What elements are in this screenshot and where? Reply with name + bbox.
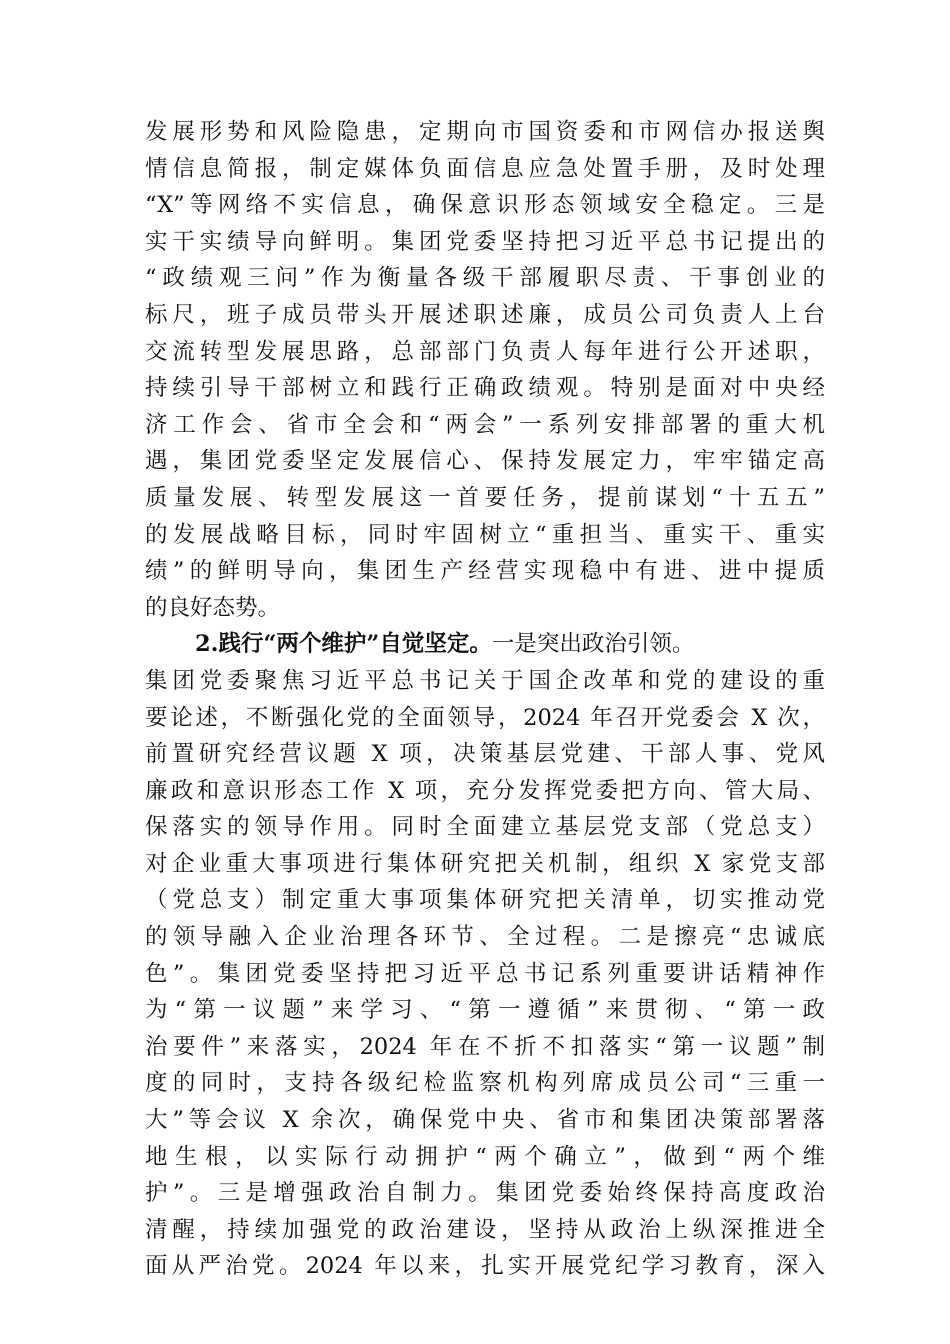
text-line: （党总支）制定重大事项集体研究把关清单，切实推动党 [145, 887, 825, 914]
text-line: 色”。集团党委坚持把习近平总书记系列重要讲话精神作 [145, 960, 825, 987]
text-line: 面从严治党。2024 年以来，扎实开展党纪学习教育，深入 [145, 1253, 825, 1280]
paragraph-2 [145, 626, 825, 1285]
text-line: 地生根，以实际行动拥护“两个确立”，做到“两个维 [145, 1143, 825, 1170]
text-line: 交流转型发展思路，总部部门负责人每年进行公开述职， [145, 338, 825, 365]
text-line: “政绩观三问”作为衡量各级干部履职尽责、干事创业的 [145, 265, 825, 292]
text-line: 的发展战略目标，同时牢固树立“重担当、重实干、重实 [145, 521, 825, 548]
document-page [145, 114, 825, 1285]
text-line: 对企业重大事项进行集体研究把关机制，组织 X 家党支部 [145, 850, 825, 877]
section-heading: 2.践行“两个维护”自觉坚定。 [195, 631, 492, 658]
text-line: 保落实的领导作用。同时全面建立基层党支部（党总支） [145, 814, 825, 841]
text-line: 度的同时，支持各级纪检监察机构列席成员公司“三重一 [145, 1070, 825, 1097]
text-line: 为“第一议题”来学习、“第一遵循”来贯彻、“第一政 [145, 997, 825, 1024]
text-line: 标尺，班子成员带头开展述职述廉，成员公司负责人上台 [145, 301, 825, 328]
text-line: “X”等网络不实信息，确保意识形态领域安全稳定。三是 [145, 192, 825, 219]
paragraph-2-first-line [145, 626, 825, 663]
text-line: 廉政和意识形态工作 X 项，充分发挥党委把方向、管大局、 [145, 777, 825, 804]
text-line: 质量发展、转型发展这一首要任务，提前谋划“十五五” [145, 484, 825, 511]
text-line: 护”。三是增强政治自制力。集团党委始终保持高度政治 [145, 1180, 825, 1207]
text-line: 情信息简报，制定媒体负面信息应急处置手册，及时处理 [145, 155, 825, 182]
text-line: 持续引导干部树立和践行正确政绩观。特别是面对中央经 [145, 375, 825, 402]
text-line: 大”等会议 X 余次，确保党中央、省市和集团决策部署落 [145, 1107, 825, 1134]
text-line: 集团党委聚焦习近平总书记关于国企改革和党的建设的重 [145, 667, 825, 694]
text-line: 要论述，不断强化党的全面领导，2024 年召开党委会 X 次， [145, 704, 825, 731]
text-line: 清醒，持续加强党的政治建设，坚持从政治上纵深推进全 [145, 1216, 825, 1243]
text-line: 治要件”来落实，2024 年在不折不扣落实“第一议题”制 [145, 1033, 825, 1060]
text-run: 一是突出政治引领。 [491, 631, 695, 658]
text-line: 发展形势和风险隐患，定期向市国资委和市网信办报送舆 [145, 119, 825, 145]
text-line: 遇，集团党委坚定发展信心、保持发展定力，牢牢锚定高 [145, 448, 825, 475]
text-line: 绩”的鲜明导向，集团生产经营实现稳中有进、进中提质 [145, 558, 825, 585]
paragraph-1 [145, 114, 825, 626]
text-line: 的良好态势。 [145, 594, 281, 621]
text-line: 济工作会、省市全会和“两会”一系列安排部署的重大机 [145, 411, 825, 438]
text-line: 前置研究经营议题 X 项，决策基层党建、干部人事、党风 [145, 741, 825, 768]
text-line: 的领导融入企业治理各环节、全过程。二是擦亮“忠诚底 [145, 924, 825, 951]
text-line: 实干实绩导向鲜明。集团党委坚持把习近平总书记提出的 [145, 228, 825, 255]
